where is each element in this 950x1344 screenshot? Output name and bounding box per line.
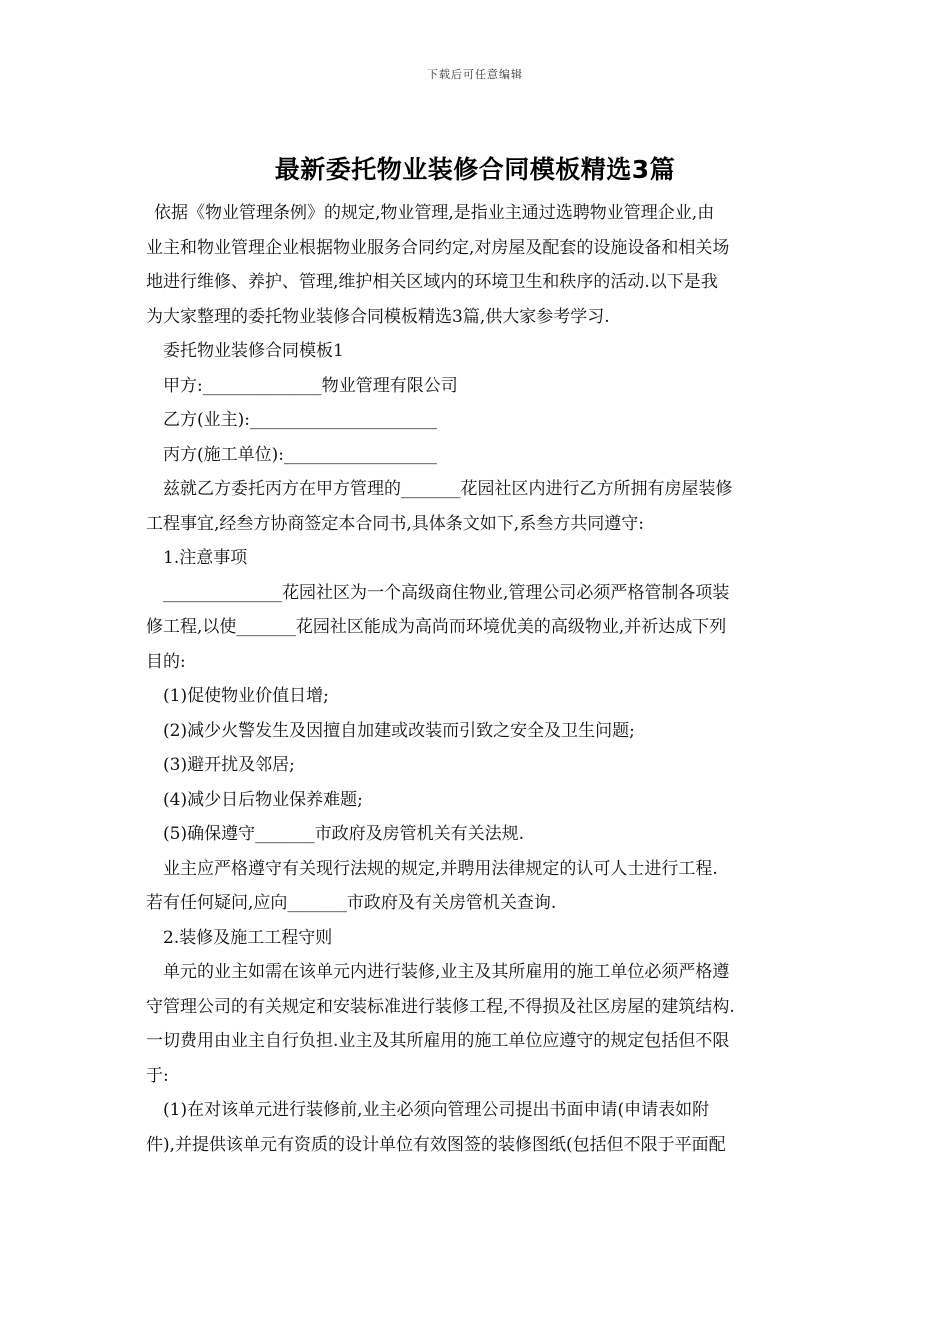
body-line: (3)避开扰及邻居; [163, 755, 295, 775]
body-line: 甲方:______________物业管理有限公司 [163, 375, 458, 396]
body-line: (1)促使物业价值日增; [163, 686, 329, 706]
body-line: 于: [146, 1065, 169, 1086]
body-line: (4)减少日后物业保养难题; [163, 789, 363, 810]
body-line: 若有任何疑问,应向_______市政府及有关房管机关查询. [146, 893, 557, 913]
body-line: (1)在对该单元进行装修前,业主必须向管理公司提出书面申请(申请表如附 [163, 1100, 710, 1120]
body-line: (2)减少火警发生及因擅自加建或改装而引致之安全及卫生问题; [163, 720, 635, 741]
body-line: 兹就乙方委托丙方在甲方管理的_______花园社区内进行乙方所拥有房屋装修 [163, 479, 733, 499]
body-line: 一切费用由业主自行负担.业主及其所雇用的施工单位应遵守的规定包括但不限 [146, 1031, 730, 1051]
body-line: (5)确保遵守_______市政府及房管机关有关法规. [163, 824, 524, 844]
body-line: 业主和物业管理企业根据物业服务合同约定,对房屋及配套的设施设备和相关场 [146, 237, 730, 258]
body-line: 目的: [146, 651, 186, 672]
document-title: 最新委托物业装修合同模板精选3篇 [274, 155, 676, 184]
body-line: 为大家整理的委托物业装修合同模板精选3篇,供大家参考学习. [146, 306, 610, 327]
body-line: 丙方(施工单位):__________________ [163, 444, 437, 465]
body-line: 单元的业主如需在该单元内进行装修,业主及其所雇用的施工单位必须严格遵 [163, 962, 730, 982]
body-line: 乙方(业主):______________________ [163, 410, 437, 430]
document-body [146, 196, 810, 1162]
body-line: 守管理公司的有关规定和安装标准进行装修工程,不得损及社区房屋的建筑结构. [146, 996, 735, 1017]
body-line: 依据《物业管理条例》的规定,物业管理,是指业主通过选聘物业管理企业,由 [154, 203, 715, 223]
body-line: 件),并提供该单元有资质的设计单位有效图签的装修图纸(包括但不限于平面配 [146, 1134, 726, 1155]
page-header: 下载后可任意编辑 [427, 68, 523, 81]
body-line: ______________花园社区为一个高级商住物业,管理公司必须严格管制各项装 [163, 582, 730, 603]
body-line: 工程事宜,经叁方协商签定本合同书,具体条文如下,系叁方共同遵守: [146, 513, 644, 534]
body-line: 2.装修及施工工程守则 [163, 927, 333, 948]
body-line: 修工程,以使_______花园社区能成为高尚而环境优美的高级物业,并祈达成下列 [146, 617, 727, 637]
body-line: 1.注意事项 [163, 548, 248, 568]
body-line: 地进行维修、养护、管理,维护相关区域内的环境卫生和秩序的活动.以下是我 [146, 272, 718, 292]
body-line: 委托物业装修合同模板1 [163, 341, 344, 361]
body-line: 业主应严格遵守有关现行法规的规定,并聘用法律规定的认可人士进行工程. [163, 858, 718, 879]
